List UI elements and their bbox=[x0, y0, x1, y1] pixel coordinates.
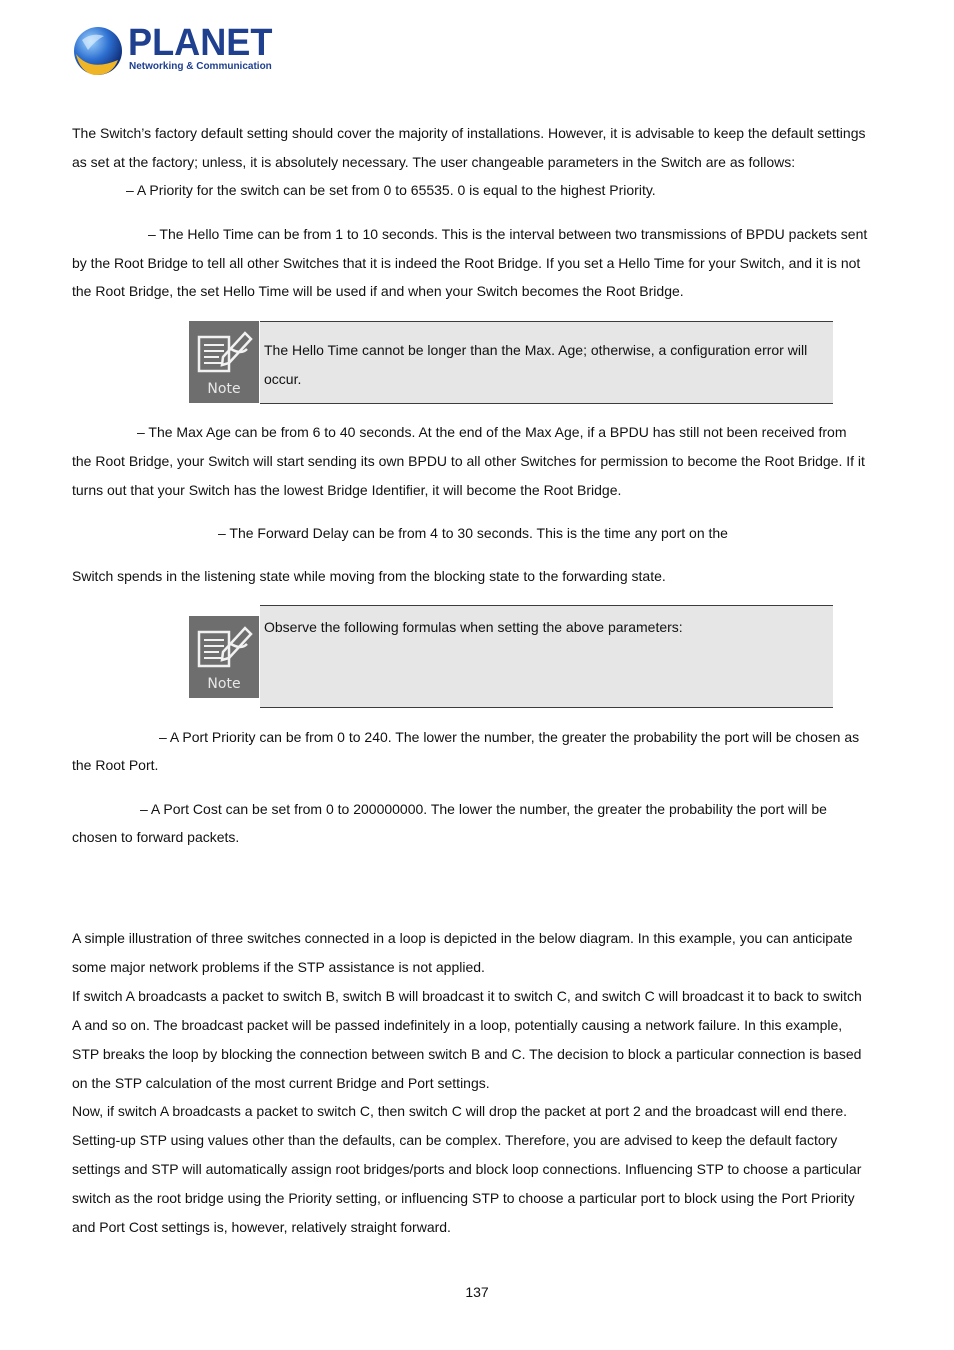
note-box bbox=[189, 605, 833, 709]
logo-wordmark: PLANET bbox=[128, 22, 273, 64]
note-text-line: occur. bbox=[264, 371, 302, 387]
note-icon bbox=[189, 321, 259, 403]
note-label: Note bbox=[207, 381, 241, 397]
hello-time-line: the Root Bridge, the set Hello Time will be used if and when your Switch becomes the Root Bridge. bbox=[72, 283, 684, 299]
port-cost-line: chosen to forward packets. bbox=[72, 829, 240, 845]
port-cost-line: – A Port Cost can be set from 0 to 200000000. The lower the number, the greater the probability the port will be bbox=[140, 801, 827, 817]
illustration-line: A simple illustration of three switches connected in a loop is depicted in the below diagram. In this example, you can anticipate bbox=[72, 930, 853, 946]
notepad-pencil-icon bbox=[189, 618, 259, 678]
max-age-line: turns out that your Switch has the lowest Bridge Identifier, it will become the Root Bridge. bbox=[72, 482, 622, 498]
illustration-line: Setting-up STP using values other than the defaults, can be complex. Therefore, you are advised to keep the default factory bbox=[72, 1132, 838, 1148]
note-text-line: Observe the following formulas when setting the above parameters: bbox=[264, 619, 683, 635]
illustration-line: switch as the root bridge using the Priority setting, or influencing STP to choose a particular port to block using the Port Priority bbox=[72, 1190, 855, 1206]
intro-line: The Switch’s factory default setting should cover the majority of installations. However, it is advisable to keep the default settings bbox=[72, 125, 866, 141]
illustration-line: If switch A broadcasts a packet to switch B, switch B will broadcast it to switch C, and switch C will broadcast it to back to switch bbox=[72, 988, 862, 1004]
illustration-line: Now, if switch A broadcasts a packet to switch C, then switch C will drop the packet at port 2 and the broadcast will end there. bbox=[72, 1103, 848, 1119]
note-text-line: The Hello Time cannot be longer than the Max. Age; otherwise, a configuration error will bbox=[264, 342, 808, 358]
planet-logo bbox=[72, 24, 272, 78]
forward-delay-line: Switch spends in the listening state while moving from the blocking state to the forwarding state. bbox=[72, 568, 666, 584]
note-content bbox=[260, 321, 833, 404]
max-age-line: – The Max Age can be from 6 to 40 seconds. At the end of the Max Age, if a BPDU has still not been received from bbox=[137, 424, 847, 440]
hello-time-line: – The Hello Time can be from 1 to 10 seconds. This is the interval between two transmissions of BPDU packets sent bbox=[148, 226, 868, 242]
notepad-pencil-icon bbox=[189, 323, 259, 383]
intro-line: as set at the factory; unless, it is absolutely necessary. The user changeable parameters in the Switch are as follows: bbox=[72, 154, 796, 170]
note-icon bbox=[189, 616, 259, 698]
port-priority-line: the Root Port. bbox=[72, 757, 159, 773]
note-box bbox=[189, 321, 833, 405]
page-number: 137 bbox=[465, 1284, 489, 1300]
globe-icon bbox=[72, 24, 124, 78]
note-label: Note bbox=[207, 676, 241, 692]
max-age-line: the Root Bridge, your Switch will start sending its own BPDU to all other Switches for permission to become the Root Bridge. If it bbox=[72, 453, 865, 469]
note-content bbox=[260, 605, 833, 708]
hello-time-line: by the Root Bridge to tell all other Switches that it is indeed the Root Bridge. If you set a Hello Time for your Switch, and it is not bbox=[72, 255, 861, 271]
logo-tagline: Networking & Communication bbox=[129, 61, 272, 72]
illustration-line: on the STP calculation of the most current Bridge and Port settings. bbox=[72, 1075, 490, 1091]
port-priority-line: – A Port Priority can be from 0 to 240. The lower the number, the greater the probability the port will be chosen as bbox=[159, 729, 860, 745]
illustration-line: and Port Cost settings is, however, relatively straight forward. bbox=[72, 1219, 451, 1235]
forward-delay-line: – The Forward Delay can be from 4 to 30 seconds. This is the time any port on the bbox=[218, 525, 728, 541]
illustration-line: STP breaks the loop by blocking the connection between switch B and C. The decision to block a particular connection is based bbox=[72, 1046, 862, 1062]
illustration-line: A and so on. The broadcast packet will be passed indefinitely in a loop, potentially causing a network failure. In this example, bbox=[72, 1017, 843, 1033]
illustration-line: settings and STP will automatically assign root bridges/ports and block loop connections. Influencing STP to choose a particular bbox=[72, 1161, 862, 1177]
illustration-line: some major network problems if the STP assistance is not applied. bbox=[72, 959, 485, 975]
priority-text: – A Priority for the switch can be set from 0 to 65535. 0 is equal to the highest Priority. bbox=[126, 182, 656, 198]
